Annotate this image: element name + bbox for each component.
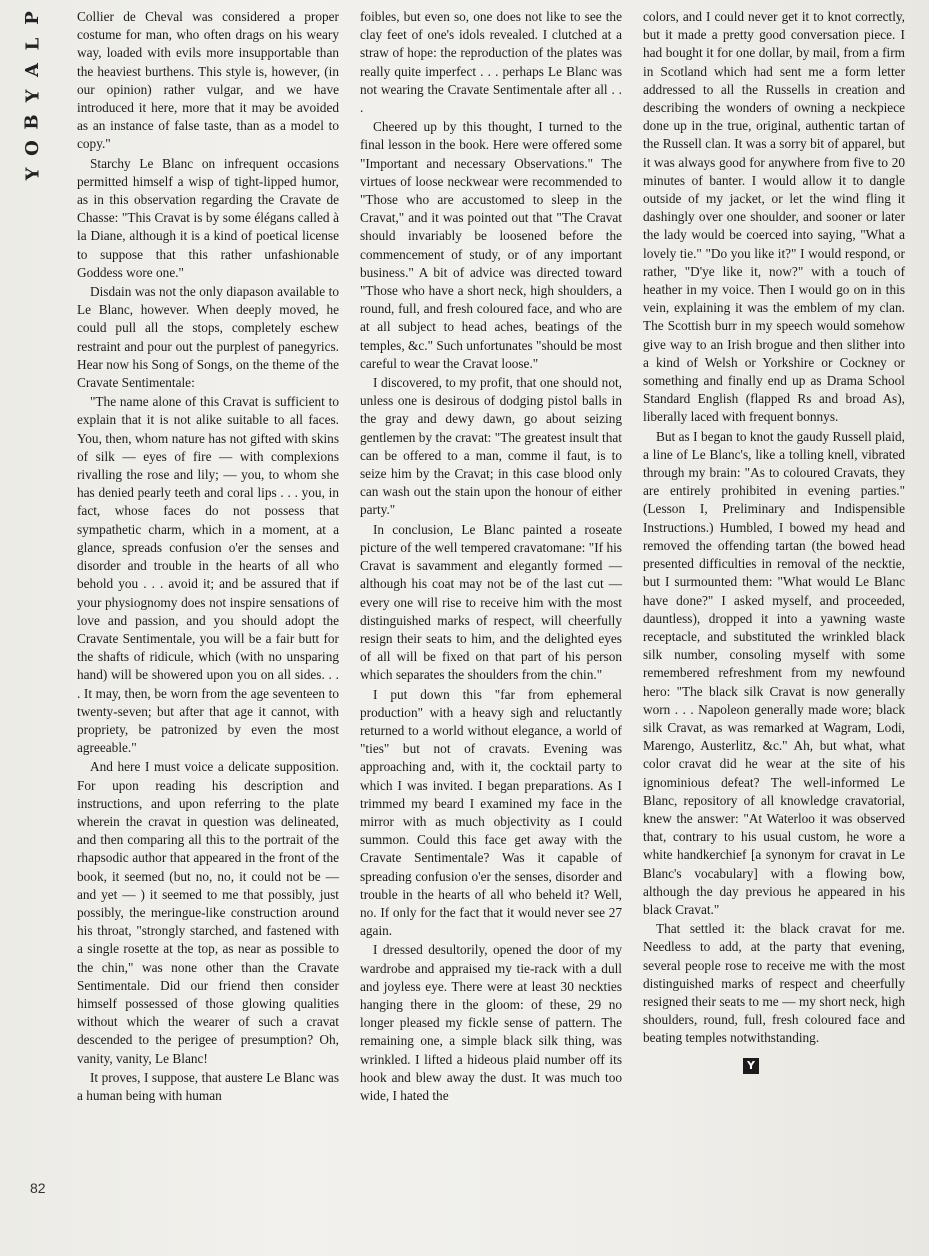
vertical-brand [22,8,46,184]
paragraph: I put down this "far from ephemeral production" with a heavy sigh and reluctantly returned to a world without elegance, a world of "ties" but not of cravats. Evening was approaching and, with it, the cocktail party to which I was invited. I began preparations. As I trimmed my beard I examined my face in the mirror with as much objectivity as I could summon. Could this face get away with the Cravate Sentimentale? Was it capable of spreading confusion o'er the senses, disorder and trouble in the hearts of all who beheld it? Well, no. If only for the fact that it would never see 27 again. [360,686,622,939]
paragraph: And here I must voice a delicate supposition. For upon reading his description and instructions, and upon referring to the plate wherein the cravat in question was delineated, and then comparing all this to the portrait of the rhapsodic author that appeared in the front of the book, it seemed (but no, no, it could not be — and yet — ) it seemed to me that possibly, just possibly, the meringue-like construction around his throat, "strongly starched, and fastened with a single rosette at the top, as near as possible to the chin," was none other than the Cravate Sentimentale. Did our friend then consider himself possessed of those glowing qualities without which the wearer of such a cravat descended to the perigee of presumption? Oh, vanity, vanity, Le Blanc! [77,759,339,1066]
text-column-1 [77,8,339,1106]
brand-letter: Y [21,167,43,181]
paragraph: It proves, I suppose, that austere Le Blanc was a human being with human [77,1069,339,1103]
paragraph: Disdain was not the only diapason available to Le Blanc, however. When deeply moved, he could pull all the stops, completely eschew restraint and pour out the purplest of panegyrics. Hear now his Song of Songs, on the theme of the Cravate Sentimentale: [77,284,339,391]
paragraph: But as I began to knot the gaudy Russell plaid, a line of Le Blanc's, like a tolling knell, vibrated through my brain: "As to coloured Cravats, they are entirely prohibited in evening parties." (Lesson I, Preliminary and Indispensible Instructions.) Humbled, I bowed my head and removed the offending tartan (the bowed head presented difficulties in removal of the necktie, but I surmounted them: "What would Le Blanc have done?" I asked myself, and proceeded, dauntless), dropped it into a yawning waste receptacle, and substituted the wrinkled black silk number, consoling myself with some remembered refreshment from my newfound hero: "The black silk Cravat is now generally worn . . . Napoleon generally made wore; black silk Cravat, as was remarked at Wagram, Lodi, Marengo, Austerlitz, &c." Ah, but what, what color cravat did he wear at the site of his ignominious defeat? The well-informed Le Blanc, repository of all knowledge cravatorial, knew the answer: "At Waterloo it was observed that, contrary to his usual custom, he wore a white handkerchief [a synonym for cravat in Le Blanc's vocabulary] with a flowing bow, although the day previous he appeared in his black Cravat." [643,428,905,917]
paragraph: Cheered up by this thought, I turned to the final lesson in the book. Here were offered some "Important and necessary Observations." The virtues of loose neckwear were recommended to "Those who are accustomed to sleep in the Cravat," and it was pointed out that "The Cravat should invariably be loosened before the commencement of study, or of any important business." A bit of advice was directed toward "Those who have a short neck, high shoulders, a round, full, and fresh coloured face, and who are at all subject to head aches, beatings of the temples, &c." Such unfortunates "should be most careful to wear the Cravat loose." [360,119,622,371]
paragraph: "The name alone of this Cravat is sufficient to explain that it is not alike suitable to all faces. You, then, whom nature has not gifted with skins of silk — eyes of fire — with complexions rivalling the rose and lily; — you, to whom she has denied pearly teeth and coral lips . . . you, in fact, whose faces do not possess that sympathetic charm, which in a moment, at a glance, spreads confusion o'er the senses and disorder and trouble in the hearts of all who behold you . . . avoid it; and be assured that if your physiognomy does not inspire sensations of love and passion, and you should adopt the Cravate Sentimentale, you will be a fair butt for the shafts of ridicule, which (with no unsparing hand) will be showered upon you on all sides. . . . It may, then, be worn from the age seventeen to twenty-seven; but after that age it cannot, with propriety, be patronized by even the most agreeable." [77,394,339,756]
paragraph: foibles, but even so, one does not like to see the clay feet of one's idols revealed. I clutched at a straw of hope: the reproduction of the plates was really quite imperfect . . . perhaps Le Blanc was not wearing the Cravate Sentimentale after all . . . [360,9,622,116]
brand-letter: P [21,11,43,25]
text-column-2 [360,8,622,1106]
paragraph: In conclusion, Le Blanc painted a roseate picture of the well tempered cravatomane: "If his Cravat is savamment and elegantly formed — although his coat may not be of the last cut — every one will rise to receive him with the most distinguished marks of respect, will cheerfully resign their seats to him, and the delighted eyes of all will be fixed on that part of his person which separates the shoulders from the chin." [360,521,622,683]
brand-letter: B [22,114,43,130]
paragraph: Collier de Cheval was considered a proper costume for man, who often drags on his weary way, loaded with evils more insupportable than the heaviest burthens. This style is, however, (in our opinion) rather vulgar, and we have introduced it here, more that it may be avoided as an instance of false taste, than as a model to copy." [77,9,339,152]
paragraph: colors, and I could never get it to knot correctly, but it made a pretty good conversation piece. I had bought it for one dollar, by mail, from a firm in Scotland which had sent me a form letter addressed to all the Russells in creation and describing the wonders of owning a neckpiece done up in the true, original, authentic tartan of the Russell clan. It was a sorry bit of apparel, but it was always good for anywhere from five to 20 minutes of banter. I would allow it to dangle outside of my jacket, or let the wind fling it dashingly over one shoulder, and sooner or later the lady would be coerced into saying, "What a lovely tie." "Do you like it?" I would respond, or rather, "D'ye like it, now?" with a touch of heather in my voice. Then I would go on in this vein, explaining it was the emblem of my clan. The Scottish burr in my speech would somehow give way to an Irish brogue and then slither into a kind of Welsh or Yorkshire or Cockney or something and finally end up as Drama School Standard English (flapped Rs and broad As), liberally laced with frequent bonnys. [643,9,905,425]
brand-letter: A [22,63,43,77]
paragraph: I discovered, to my profit, that one should not, unless one is desirous of dodging pistol balls in the gray and dewy dawn, go about seizing gentlemen by the cravat: "The greatest insult that can be offered to a man, comme il faut, is to seize him by the Cravat; in this case blood only can wash out the stain upon the honour of either party." [360,375,622,518]
paragraph: I dressed desultorily, opened the door of my wardrobe and appraised my tie-rack with a dull and joyless eye. There were at least 30 neckties hanging there in the gloom: of these, 29 no longer pleased my fickle sense of pattern. The remaining one, a simple black silk thing, was wrinkled. I lifted a hideous plaid number off its hook and blew away the dust. It was much too wide, I hated the [360,942,622,1103]
end-mark-icon: Y [743,1058,759,1074]
paragraph: Starchy Le Blanc on infrequent occasions permitted himself a wisp of tight-lipped humor, as in this observation regarding the Cravate de Chasse: "This Cravat is by some élégans called à la Diane, although it is a kind of poetical license to suppose that this rather unfashionable Goddess wore one." [77,155,339,280]
text-column-3 [643,8,905,1074]
brand-letter: Y [21,89,43,103]
brand-letter: L [22,37,43,51]
paragraph: That settled it: the black cravat for me. Needless to add, at the party that evening, several people rose to receive me with the most distinguished marks of respect and cheerfully resigned their seats to me — my short neck, high shoulders, round, full, fresh coloured face and beating temples notwithstanding. [643,921,905,1046]
page-number: 82 [30,1180,46,1196]
brand-letter: O [22,140,43,156]
